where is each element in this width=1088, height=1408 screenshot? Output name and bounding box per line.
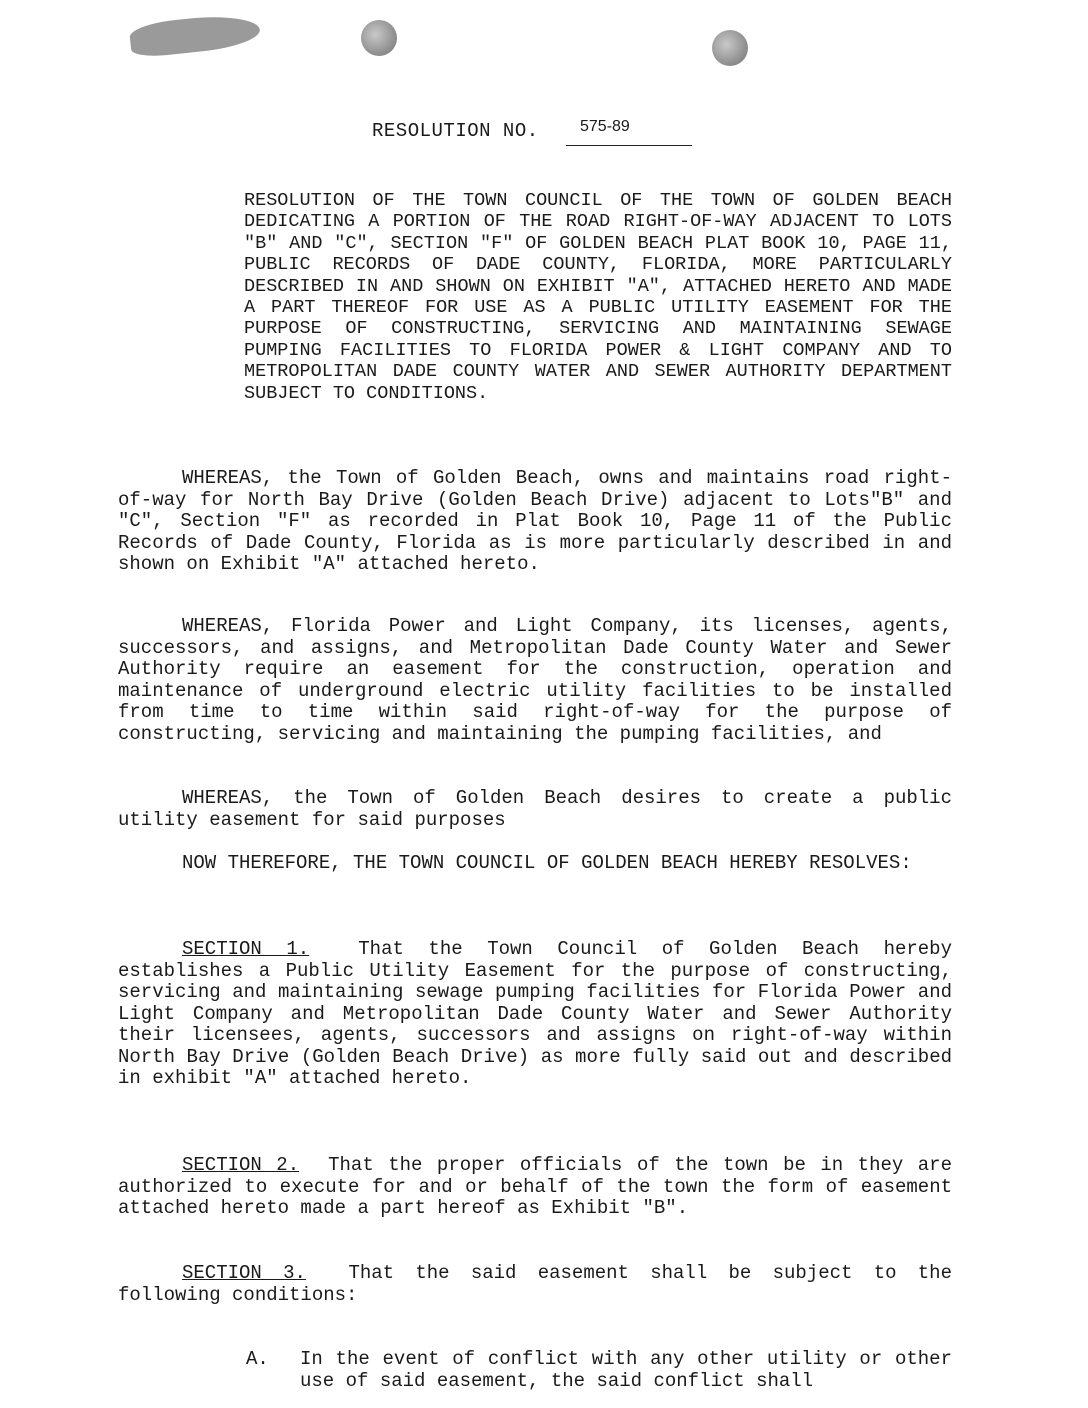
section-label: SECTION 2. (182, 1154, 300, 1176)
condition-letter: A. (246, 1348, 269, 1370)
hole-punch-mark (361, 20, 397, 56)
scan-smudge (129, 11, 262, 58)
whereas-paragraph: WHEREAS, the Town of Golden Beach, owns and maintains road right-of-way for North Bay Drive (Golden Beach Drive) adjacent to Lots"B" and "C", Section "F" as recorded in Plat Book 10, Page 11 of the Public Records of Dade County, Florida as is more particularly described in and shown on Exhibit "A" attached hereto. (118, 467, 952, 575)
condition-item (246, 1349, 952, 1392)
whereas-paragraph: WHEREAS, Florida Power and Light Company, its licenses, agents, successors, and assigns, and Metropolitan Dade County Water and Sewer Authority require an easement for the construction, operation and maintenance of underground electric utility facilities to be installed from time to time within said right-of-way for the purpose of constructing, servicing and maintaining the pumping facilities, and (118, 615, 952, 745)
resolution-caption: RESOLUTION OF THE TOWN COUNCIL OF THE TOWN OF GOLDEN BEACH DEDICATING A PORTION OF THE ROAD RIGHT-OF-WAY ADJACENT TO LOTS "B" AND "C", SECTION "F" OF GOLDEN BEACH PLAT BOOK 10, PAGE 11, PUBLIC RECORDS OF DADE COUNTY, FLORIDA, MORE PARTICULARLY DESCRIBED IN AND SHOWN ON EXHIBIT "A", ATTACHED HERETO AND MADE A PART THEREOF FOR USE AS A PUBLIC UTILITY EASEMENT FOR THE PURPOSE OF CONSTRUCTING, SERVICING AND MAINTAINING SEWAGE PUMPING FACILITIES TO FLORIDA POWER & LIGHT COMPANY AND TO METROPOLITAN DADE COUNTY WATER AND SEWER AUTHORITY DEPARTMENT SUBJECT TO CONDITIONS. (244, 190, 952, 404)
section-text: That the said easement shall be subject to the following conditions: (118, 1262, 952, 1306)
resolution-number: 575-89 (566, 118, 692, 146)
section-text: That the proper officials of the town be in they are authorized to execute for and or behalf of the town the form of easement attached hereto made a part hereof as Exhibit "B". (118, 1154, 952, 1219)
whereas-paragraph: WHEREAS, the Town of Golden Beach desires to create a public utility easement for said purposes (118, 787, 952, 831)
section-paragraph (118, 1155, 952, 1220)
section-paragraph (118, 939, 952, 1090)
hole-punch-mark (712, 30, 748, 66)
section-label: SECTION 3. (182, 1262, 306, 1284)
resolves-paragraph: NOW THEREFORE, THE TOWN COUNCIL OF GOLDEN BEACH HEREBY RESOLVES: (182, 852, 912, 874)
condition-text: In the event of conflict with any other utility or other use of said easement, the said conflict shall (300, 1348, 952, 1392)
section-text: That the Town Council of Golden Beach hereby establishes a Public Utility Easement for the purpose of constructing, servicing and maintaining sewage pumping facilities for Florida Power and Light Company and Metropolitan Dade County Water and Sewer Authority their licensees, agents, successors and assigns on right-of-way within North Bay Drive (Golden Beach Drive) as more fully said out and described in exhibit "A" attached hereto. (118, 938, 952, 1089)
resolution-title: RESOLUTION NO. (372, 120, 539, 142)
section-label: SECTION 1. (182, 938, 310, 960)
section-paragraph (118, 1263, 952, 1306)
